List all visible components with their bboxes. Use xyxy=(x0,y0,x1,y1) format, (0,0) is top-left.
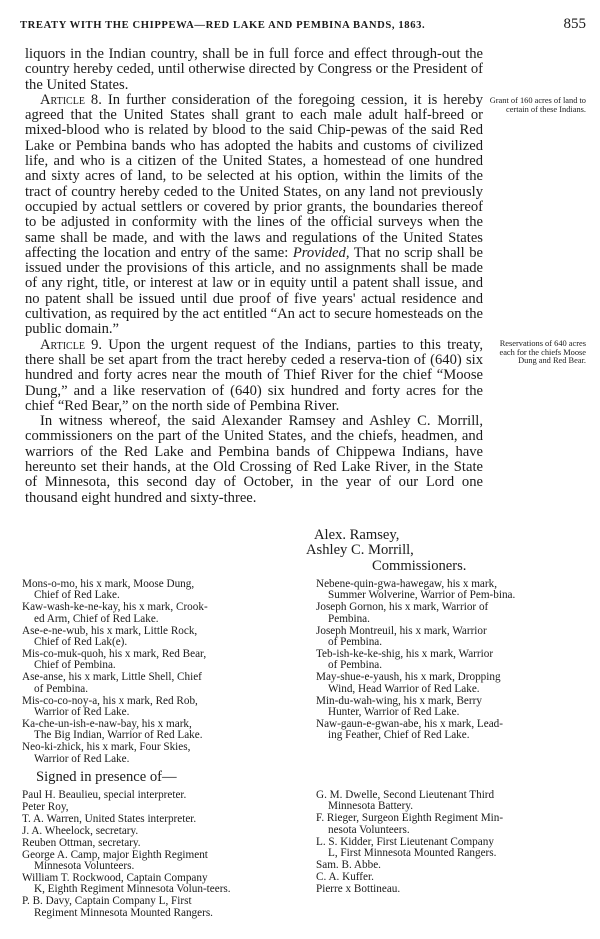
signatory-entry xyxy=(316,626,586,649)
margin-note-reservations: Reservations of 640 acres each for the chiefs Moose Dung and Red Bear. xyxy=(499,339,586,366)
witness-entry-first-line: George A. Camp, major Eighth Regiment xyxy=(22,848,208,861)
witness-entry xyxy=(316,790,586,813)
provided-word: Provided, xyxy=(292,244,350,261)
witness-entry xyxy=(22,790,284,801)
signatory-entry xyxy=(22,649,284,672)
witness-entry xyxy=(316,837,586,860)
signatory-entry-continuation: Chief of Red Lake. xyxy=(34,589,120,602)
margin-note-grant: Grant of 160 acres of land to certain of these Indians. xyxy=(489,96,586,114)
presence-heading: Signed in presence of— xyxy=(36,769,177,785)
signatory-entry-continuation: Pembina. xyxy=(328,612,370,625)
signatory-entry-first-line: Teb-ish-ke-ke-shig, his x mark, Warrior xyxy=(316,647,494,660)
witness-entry-first-line: Reuben Ottman, secretary. xyxy=(22,836,141,849)
witness-entry-continuation: K, Eighth Regiment Minnesota Volun-teers. xyxy=(34,883,231,896)
witnesses-right-column xyxy=(316,790,586,896)
witness-entry-first-line: Pierre x Bottineau. xyxy=(316,882,401,895)
witness-entry xyxy=(316,872,586,883)
signature-ramsey: Alex. Ramsey, xyxy=(314,527,400,543)
signatory-entry-first-line: Joseph Gornon, his x mark, Warrior of xyxy=(316,601,489,614)
witness-entry-first-line: Paul H. Beaulieu, special interpreter. xyxy=(22,789,187,801)
signatory-entry xyxy=(316,579,586,602)
signatory-entry xyxy=(316,672,586,695)
signatory-entry-continuation: Warrior of Red Lake. xyxy=(34,752,130,765)
witness-entry xyxy=(22,850,284,873)
signatory-entry xyxy=(316,649,586,672)
paragraph-article-8 xyxy=(25,93,483,338)
commissioners-signatures xyxy=(306,527,467,574)
article-9-label: Article 9. xyxy=(40,336,103,353)
witness-entry-continuation: Minnesota Volunteers. xyxy=(34,859,135,872)
signatory-entry xyxy=(22,579,284,602)
signatory-entry-continuation: ed Arm, Chief of Red Lake. xyxy=(34,612,159,625)
signatory-entry-first-line: May-shue-e-yaush, his x mark, Dropping xyxy=(316,671,501,684)
witness-entry-continuation: Minnesota Battery. xyxy=(328,800,414,813)
signatory-entry-continuation: Summer Wolverine, Warrior of Pem-bina. xyxy=(328,589,516,602)
article-9-text: Upon the urgent request of the Indians, parties to this treaty, there shall be set apart from the tract hereby ceded a reserva-tion of (640) six hundred and forty acres near the mouth of Thief River for the chief “Moose Dung,” and a like reservation of (640) six hundred and forty acres for the chief “Red Bear,” on the north side of Pembina River. xyxy=(25,336,484,414)
article-8-text-end: That no scrip shall be issued under the provisions of this article, and no assignments shall be made of any right, title, or interest at law or in equity until a patent shall issue, and no patent shall be issued until due proof of five years' actual residence and cultivation, as required by the act entitled “An act to secure homesteads on the public domain.” xyxy=(25,244,483,338)
witness-entry xyxy=(22,838,284,849)
signatory-entry xyxy=(22,626,284,649)
signatory-entry-first-line: Naw-gaun-e-gwan-abe, his x mark, Lead- xyxy=(316,717,503,730)
page-number: 855 xyxy=(563,16,586,32)
witness-entry xyxy=(22,814,284,825)
witness-entry-first-line: L. S. Kidder, First Lieutenant Company xyxy=(316,835,494,848)
paragraph-continuation: liquors in the Indian country, shall be in full force and effect through-out the country hereby ceded, until otherwise directed by Congress or the President of the United States. xyxy=(25,46,483,93)
signatory-entry-first-line: Min-du-wah-wing, his x mark, Berry xyxy=(316,694,482,707)
signatory-entry xyxy=(22,719,284,742)
signatory-entry-first-line: Neo-ki-zhick, his x mark, Four Skies, xyxy=(22,741,191,754)
witness-entry xyxy=(316,813,586,836)
witness-entry xyxy=(22,896,284,919)
page-header xyxy=(0,16,600,36)
witness-entry-first-line: William T. Rockwood, Captain Company xyxy=(22,871,208,884)
paragraph-article-9 xyxy=(25,338,483,414)
signatory-entry-continuation: Hunter, Warrior of Red Lake. xyxy=(328,705,460,718)
signatory-entry-first-line: Kaw-wash-ke-ne-kay, his x mark, Crook- xyxy=(22,601,208,614)
signatory-entry-continuation: The Big Indian, Warrior of Red Lake. xyxy=(34,729,203,742)
signatory-entry-first-line: Ase-e-ne-wub, his x mark, Little Rock, xyxy=(22,624,198,637)
witness-entry-first-line: T. A. Warren, United States interpreter. xyxy=(22,812,197,825)
signatory-entry-continuation: Chief of Red Lak(e). xyxy=(34,636,128,649)
signatory-entry-first-line: Ase-anse, his x mark, Little Shell, Chief xyxy=(22,671,202,684)
signatory-entry-first-line: Mis-co-co-noy-a, his x mark, Red Rob, xyxy=(22,694,198,707)
signatory-entry-first-line: Mis-co-muk-quoh, his x mark, Red Bear, xyxy=(22,647,207,660)
signatory-entry xyxy=(316,602,586,625)
witness-entry-first-line: C. A. Kuffer. xyxy=(316,870,374,883)
signatory-entry-first-line: Nebene-quin-gwa-hawegaw, his x mark, xyxy=(316,578,498,590)
witness-entry xyxy=(22,826,284,837)
running-title: TREATY WITH THE CHIPPEWA—RED LAKE AND PEMBINA BANDS, 1863. xyxy=(20,20,426,31)
signatory-entry-continuation: Chief of Pembina. xyxy=(34,659,116,672)
witness-entry-first-line: G. M. Dwelle, Second Lieutenant Third xyxy=(316,789,495,801)
signatories-right-column xyxy=(316,579,586,742)
signatory-entry-continuation: ing Feather, Chief of Red Lake. xyxy=(328,729,470,742)
signatory-entry-first-line: Joseph Montreuil, his x mark, Warrior xyxy=(316,624,487,637)
signatory-entry-continuation: of Pembina. xyxy=(328,659,383,672)
article-8-text: In further consideration of the foregoing cession, it is hereby agreed that the United States shall grant to each male adult half-breed or mixed-blood who is related by blood to the said Chip-pewas of the said Red Lake or Pembina bands who has adopted the habits and customs of civilized life, and who is a citizen of the United States, a homestead of one hundred and sixty acres of land, to be selected at his option, within the limits of the tract of country hereby ceded to the United States, on any land not previously occupied by actual settlers or covered by prior grants, the boundaries thereof to be adjusted in conformity with the lines of the official surveys when the same shall be made, and with the laws and regulations of the United States affecting the location and entry of the same: xyxy=(25,91,483,261)
signatory-entry xyxy=(22,742,284,765)
witness-entry-continuation: Regiment Minnesota Mounted Rangers. xyxy=(34,906,213,919)
signatory-entry-continuation: of Pembina. xyxy=(34,682,89,695)
signatory-entry-continuation: of Pembina. xyxy=(328,636,383,649)
witness-entry-continuation: nesota Volunteers. xyxy=(328,823,410,836)
signatory-entry-continuation: Wind, Head Warrior of Red Lake. xyxy=(328,682,480,695)
witnesses-left-column xyxy=(22,790,284,919)
witness-entry xyxy=(22,873,284,896)
signatory-entry-first-line: Ka-che-un-ish-e-naw-bay, his x mark, xyxy=(22,717,192,730)
witness-entry-first-line: Sam. B. Abbe. xyxy=(316,858,381,871)
signatory-entry xyxy=(22,672,284,695)
signatory-entry xyxy=(22,602,284,625)
treaty-body xyxy=(25,47,483,506)
witness-entry xyxy=(316,884,586,895)
witness-entry-first-line: F. Rieger, Surgeon Eighth Regiment Min- xyxy=(316,812,504,825)
signatory-entry-continuation: Warrior of Red Lake. xyxy=(34,705,130,718)
commissioners-title: Commissioners. xyxy=(372,557,467,574)
signatory-entry xyxy=(316,696,586,719)
witness-entry-first-line: Peter Roy, xyxy=(22,800,69,813)
witness-entry xyxy=(22,802,284,813)
witness-entry-first-line: P. B. Davy, Captain Company L, First xyxy=(22,895,192,908)
witness-entry-first-line: J. A. Wheelock, secretary. xyxy=(22,824,139,837)
article-8-label: Article 8. xyxy=(40,91,102,108)
witness-entry xyxy=(316,860,586,871)
signature-morrill: Ashley C. Morrill, xyxy=(306,542,414,559)
signatory-entry xyxy=(316,719,586,742)
paragraph-witness: In witness whereof, the said Alexander Ramsey and Ashley C. Morrill, commissioners on the part of the United States, and the chiefs, headmen, and warriors of the Red Lake and Pembina bands of Chippewa Indians, have hereunto set their hands, at the Old Crossing of Red Lake River, in the State of Minnesota, this second day of October, in the year of our Lord one thousand eight hundred and sixty-three. xyxy=(25,413,483,506)
signatory-entry xyxy=(22,696,284,719)
signatories-left-column xyxy=(22,579,284,766)
witness-entry-continuation: L, First Minnesota Mounted Rangers. xyxy=(328,847,497,860)
signatory-entry-first-line: Mons-o-mo, his x mark, Moose Dung, xyxy=(22,578,195,590)
